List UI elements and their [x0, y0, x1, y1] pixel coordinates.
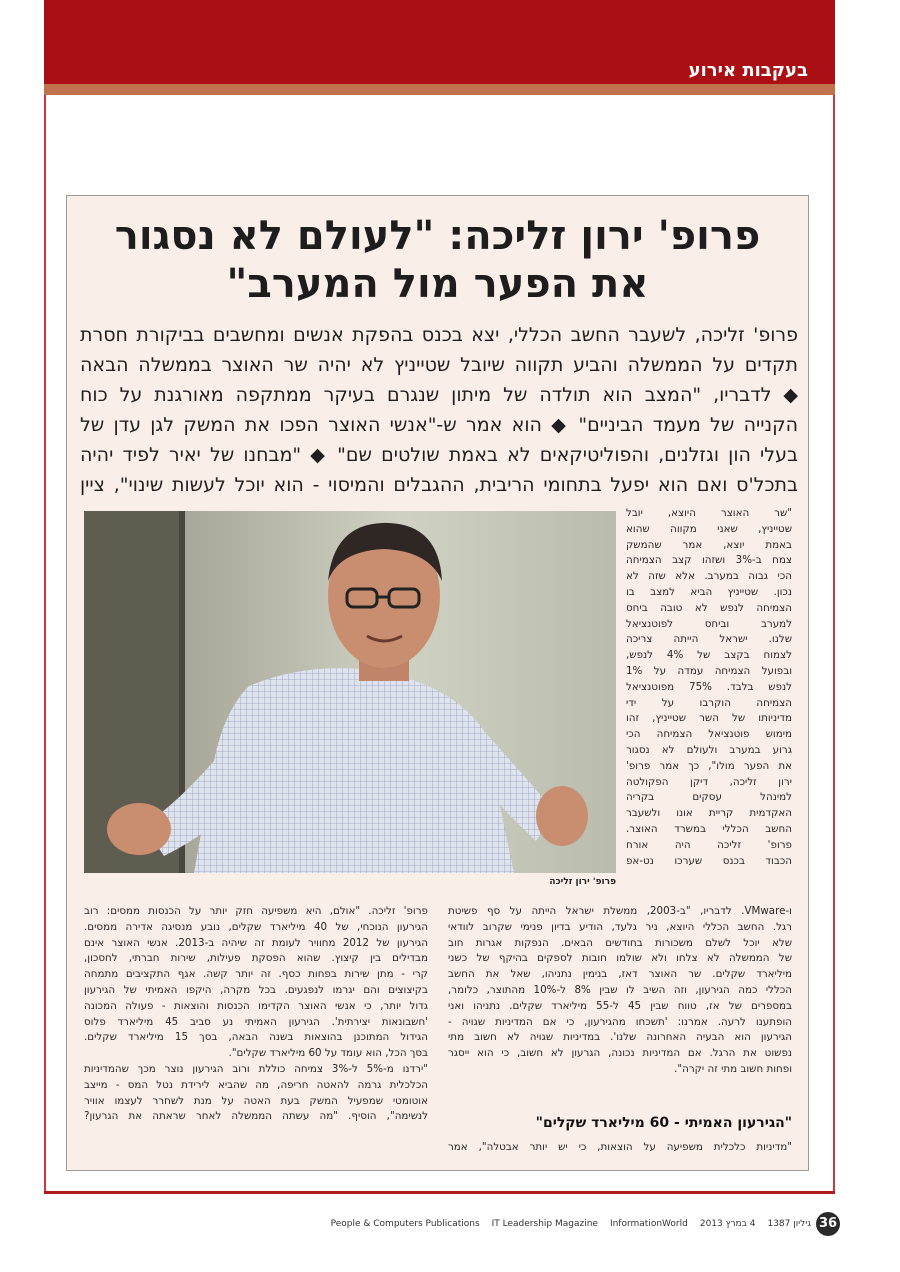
body-line: הגידול המתוכנן בהוצאות בשנה הבאה, בסך 15 מיליארד שקלים. [84, 1031, 428, 1044]
body-line: במספרים של אז, טווח שבין 45 ל-55 מיליארד שקלים. נתניהו ואני [448, 999, 792, 1012]
side-line: צמח ב-3% ושזהו קצב הצמיחה [626, 554, 792, 567]
body-column-right-tail [448, 1140, 792, 1156]
body-line: ו-VMware. לדבריו, "ב-2003, ממשלת ישראל הייתה על סף פשיטת [448, 905, 792, 917]
side-line: ובפועל הצמיחה עמדה על 1% [626, 664, 792, 677]
article-title-line-2: את הפער מול המערב" [226, 261, 649, 307]
side-line: שלנו. ישראל הייתה צריכה [626, 633, 792, 646]
footer-magazine-2: InformationWorld [609, 1219, 688, 1229]
footer-publisher: People & Computers Publications [330, 1219, 480, 1229]
body-line: בקיצוצים והם יגרמו לנפגעים. בכל מקרה, היקפו האמיתי של הגירעון [84, 983, 428, 996]
footer-magazine-1: IT Leadership Magazine [491, 1219, 598, 1229]
body-line: הגירעון הוא הבעיה האחרונה שלנו'. במדיניות שגויה לא חשוב מתי [448, 1031, 792, 1044]
side-line: פרופ' זליכה היה אורח [626, 838, 792, 851]
body-line: "מדיניות כלכלית משפיעה על הוצאות, כי יש יותר אבטלה", אמר [448, 1141, 792, 1153]
side-line: למינהל עסקים בקריה [626, 791, 792, 804]
side-line: נכון. שטייניץ הביא למצב בו [626, 585, 792, 598]
body-line: נפשוט את הרגל. אם המדיניות נכונה, הגרעון לא חשוב, כי הוא ייסגר [448, 1047, 792, 1060]
side-line: הצמיחה הוקרבו על ידי [626, 696, 792, 709]
side-line: הצמיחה לנפש לא טובה ביחס [626, 601, 792, 614]
speaker-photo-illustration [84, 511, 616, 873]
side-line: ירון זליכה, דיקן הפקולטה [626, 775, 792, 788]
body-line: מבדילים בין קיצוץ. שהוא הפסקת פעילות, שירות חברתי, לחסכון, [84, 952, 428, 965]
side-line: האקדמית קריית אונו ולשעבר [626, 807, 792, 820]
side-line: מדיניותו של השר שטייניץ, זהו [626, 712, 792, 725]
subheading: "הגירעון האמיתי - 60 מיליארד שקלים" [535, 1115, 792, 1131]
body-line: קרי - מתן שירות בפחות כסף. זה יותר קשה. אגף התקציבים מתמחה [84, 968, 428, 981]
page-footer [330, 1212, 811, 1236]
side-line: גרוע במערב ולעולם לא נסגור [626, 743, 792, 756]
page-frame-bottom [44, 1191, 835, 1194]
page-number: 36 [816, 1212, 840, 1236]
side-line: את הפער מולו", כך אמר פרופ' [626, 759, 792, 772]
body-line: ופחות חשוב מתי זה יקרה". [674, 1062, 792, 1075]
lead-line: תקדים על הממשלה והביע תקווה שיובל שטייניץ לא יהיה שר האוצר בממשלה הבאה [80, 354, 798, 376]
footer-date: 4 במרץ 2013 [699, 1219, 756, 1229]
side-line: לצמוח בקצב של 4% לנפש, [626, 649, 792, 662]
page-frame-left [44, 95, 46, 1193]
section-label: בעקבות אירוע [688, 60, 808, 81]
side-line: הכבוד בכנס שערכו נט-אפ [626, 854, 792, 867]
body-column-right [448, 875, 792, 1078]
body-line: הגירעון של 2012 מחוויר לעומת זה שיהיה ב-2013. אנשי האוצר אינם [84, 936, 428, 949]
body-line: הכללי כמה הגירעון, וזה השיב לו שבין 8% ל-10% מהתוצר, כלומר, [448, 983, 792, 996]
lead-line: בתכל'ס ואם הוא יפעל בתחומי הריבית, ההגבלים והמיסוי - הוא יוכל לעשות שינוי", ציין [80, 474, 798, 496]
photo-caption: פרופ' ירון זליכה [549, 877, 616, 887]
body-line: של הממשלה לא צלחו ולא שולמו חובות לספקים בהיקף של כשני [448, 952, 792, 965]
side-line: החשב הכללי במשרד האוצר. [626, 822, 792, 835]
body-column-left [84, 904, 428, 1125]
side-line: שטייניץ, שאני מקווה שהוא [626, 522, 792, 535]
lead-line: פרופ' זליכה, לשעבר החשב הכללי, יצא בכנס בהפקת אנשים ומחשבים בביקורת חסרת [80, 324, 798, 346]
side-line: הכי גבוה במערב. אלא שזה לא [626, 570, 792, 583]
body-line: גדול יותר, כי אנשי האוצר הקדימו הכנסות והוצאות - פעולה המכונה [84, 999, 428, 1012]
body-line: רגל. החשב הכללי היוצא, ניר גלעד, הודיע בדיון פנימי שקרוב לוודאי [448, 920, 792, 933]
body-line: הופתענו לרעה. אמרנו: 'תשכחו מהגירעון, כי אם המדיניות שגויה - [448, 1015, 792, 1028]
body-line: פרופ' זליכה. "אולם, היא משפיעה חזק יותר על הכנסות ממסים: רוב [84, 905, 428, 917]
side-line: למערב וביחס לפוטנציאל [626, 617, 792, 630]
body-line: "ירדנו מ-5% ל-3% צמיחה כוללת ורוב הגירעון נוצר מכך שהמדיניות [84, 1062, 428, 1075]
side-line: "שר האוצר היוצא, יובל [626, 507, 792, 519]
body-line: לנשימה", הוסיף. "מה עשתה הממשלה לאחר שראתה את הגרעון? [84, 1110, 428, 1123]
speaker-photo [84, 511, 616, 873]
side-line: לנפש בלבד. 75% מפוטנציאל [626, 680, 792, 693]
body-line: הגירעון הנוכחי, של 40 מיליארד שקלים, נובע מנסיגה אדירה ממסים. [84, 920, 428, 933]
article-title-line-1: פרופ' ירון זליכה: "לעולם לא נסגור [114, 213, 761, 259]
body-line: 'חשבונאות יצירתית'. הגירעון האמיתי נע סביב 45 מיליארד פלוס [84, 1015, 428, 1028]
article-lead [80, 320, 798, 500]
body-line: בסך הכל, הוא עומד על 60 מיליארד שקלים". [228, 1047, 428, 1060]
side-line: מימוש פוטנציאל הצמיחה הכי [626, 728, 792, 741]
header-strip [44, 84, 835, 95]
footer-issue: גיליון 1387 [767, 1219, 811, 1229]
lead-line: הקנייה של מעמד הביניים" ◆ הוא אמר ש-"אנשי האוצר הפכו את המשק לגן עדן של [80, 414, 798, 436]
side-column [626, 506, 792, 869]
body-line: שלא יוכל לשלם משכורות בחודשים הבאים. הנפקות אגרות חוב [448, 936, 792, 949]
body-line: מיליארד שקלים. שר האוצר דאז, בנימין נתניהו, שאל את החשב [448, 968, 792, 981]
article-title [66, 212, 809, 308]
body-line: אוטומטי שמפעיל המשק בעת האטה על מנת לשחרר לעצמו אוויר [84, 1094, 428, 1107]
body-line: הכלכלית גרמה להאטה חריפה, מה שהביא לירידת נטל המס - מייצב [84, 1078, 428, 1091]
side-line: באמת יוצא, אמר שהמשק [626, 538, 792, 551]
page-frame-right [833, 95, 835, 1193]
lead-line: ◆ לדבריו, "המצב הוא תולדה של מיתון שנגרם בעיקר ממתקפה מאורגנת על כוח [80, 384, 798, 406]
lead-line: בעלי הון וגזלנים, והפוליטיקאים לא באמת שולטים שם" ◆ "מבחנו של יאיר לפיד יהיה [80, 444, 798, 466]
